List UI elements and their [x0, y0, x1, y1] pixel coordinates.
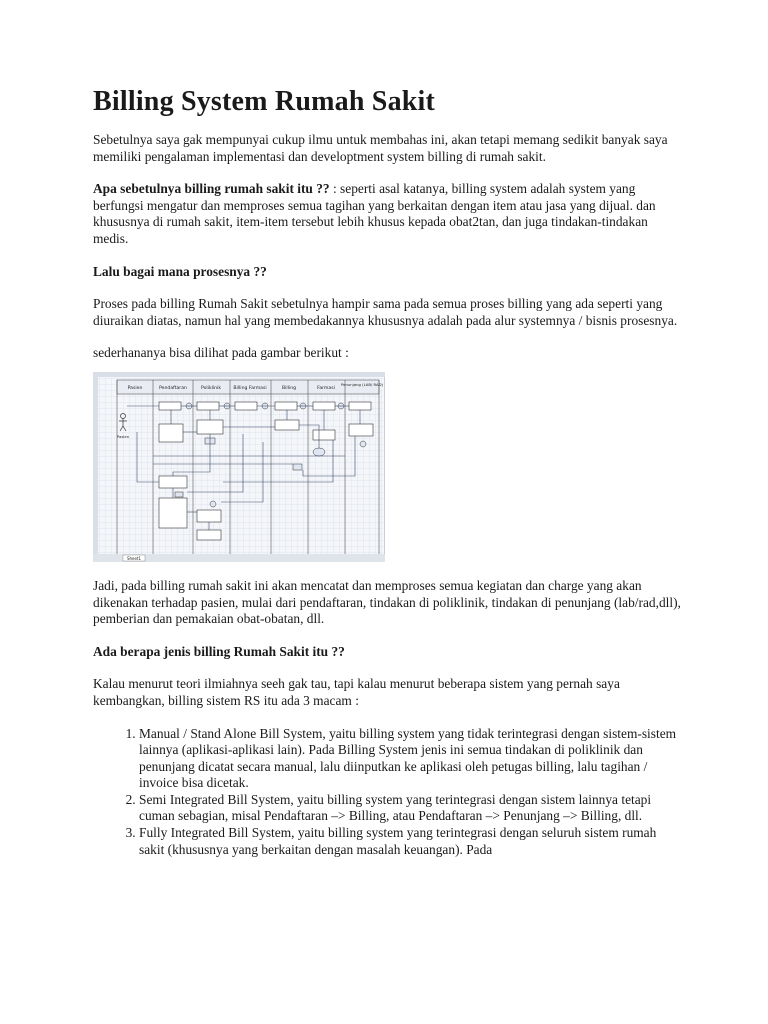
q3-heading: Ada berapa jenis billing Rumah Sakit itu ?? — [93, 643, 345, 659]
q1-text: : seperti asal katanya, billing system adalah system yang berfungsi mengatur dan memproses semua tagihan yang berkaitan dengan item atau jasa yang dijual. dan khususnya di rumah sakit, item-item tersebut lebih khusus kepada obat2tan, dan juga tindakan-tindakan medis. — [93, 181, 656, 246]
list-item: 3. Fully Integrated Bill System, yaitu billing system yang terintegrasi dengan seluruh sistem rumah sakit (khususnya yang berkaitan dengan masalah keuangan). Pada — [139, 825, 683, 858]
actor-label: Pasien — [116, 433, 130, 439]
flowchart-svg — [93, 372, 385, 562]
lane-label: Billing Farmasi — [233, 385, 267, 391]
page-title: Billing System Rumah Sakit — [93, 86, 436, 117]
figure-caption: sederhananya bisa dilihat pada gambar berikut : — [93, 345, 349, 361]
q2-heading: Lalu bagai mana prosesnya ?? — [93, 263, 267, 279]
lane-label: Farmasi — [317, 385, 335, 391]
lane-label: Poliklinik — [200, 385, 222, 391]
billing-types-list — [93, 726, 683, 859]
lane-label: Pasien — [127, 385, 143, 391]
list-item: 2. Semi Integrated Bill System, yaitu billing system yang terintegrasi dengan sistem lainnya tetapi cuman sebagian, misal Pendaftaran –> Billing, atau Pendaftaran –> Penunjang –> Billing, dll. — [139, 792, 683, 825]
list-item: 1. Manual / Stand Alone Bill System, yaitu billing system yang tidak terintegrasi dengan sistem-sistem lainnya (aplikasi-aplikasi lain). Pada Billing System jenis ini semua tindakan di poliklinik dan penunjang dicatat secara manual, lalu diinputkan ke aplikasi oleh petugas billing, lalu tagihan / invoice bisa dicetak. — [139, 726, 683, 792]
lane-label: Penunjang (LAB/ RAD) — [341, 381, 383, 387]
q1-paragraph — [93, 181, 683, 247]
document-page — [93, 86, 683, 858]
q2-paragraph: Proses pada billing Rumah Sakit sebetulnya hampir sama pada semua proses billing yang ada seperti yang diuraikan diatas, namun hal yang membedakannya khususnya adalah pada alur systemnya / bisnis prosesnya. — [93, 296, 678, 328]
lane-label: Pendaftaran — [159, 385, 187, 391]
lane-label: Billing — [281, 385, 297, 391]
summary-paragraph: Jadi, pada billing rumah sakit ini akan mencatat dan memproses semua kegiatan dan charge yang akan dikenakan terhadap pasien, mulai dari pendaftaran, tindakan di poliklinik, tindakan di penunjang (lab/rad,dll), pemberian dan pemakaian obat-obatan, dll. — [93, 577, 681, 627]
intro-paragraph: Sebetulnya saya gak mempunyai cukup ilmu untuk membahas ini, akan tetapi memang sedikit banyak saya memiliki pengalaman implementasi dan developtment system billing di rumah sakit. — [93, 132, 668, 164]
flowchart-image — [93, 372, 385, 562]
sheet-tab: Sheet1 — [126, 555, 142, 561]
q3-paragraph: Kalau menurut teori ilmiahnya seeh gak tau, tapi kalau menurut beberapa sistem yang pernah saya kembangkan, billing sistem RS itu ada 3 macam : — [93, 676, 620, 708]
q1-heading: Apa sebetulnya billing rumah sakit itu ?? — [93, 181, 330, 197]
